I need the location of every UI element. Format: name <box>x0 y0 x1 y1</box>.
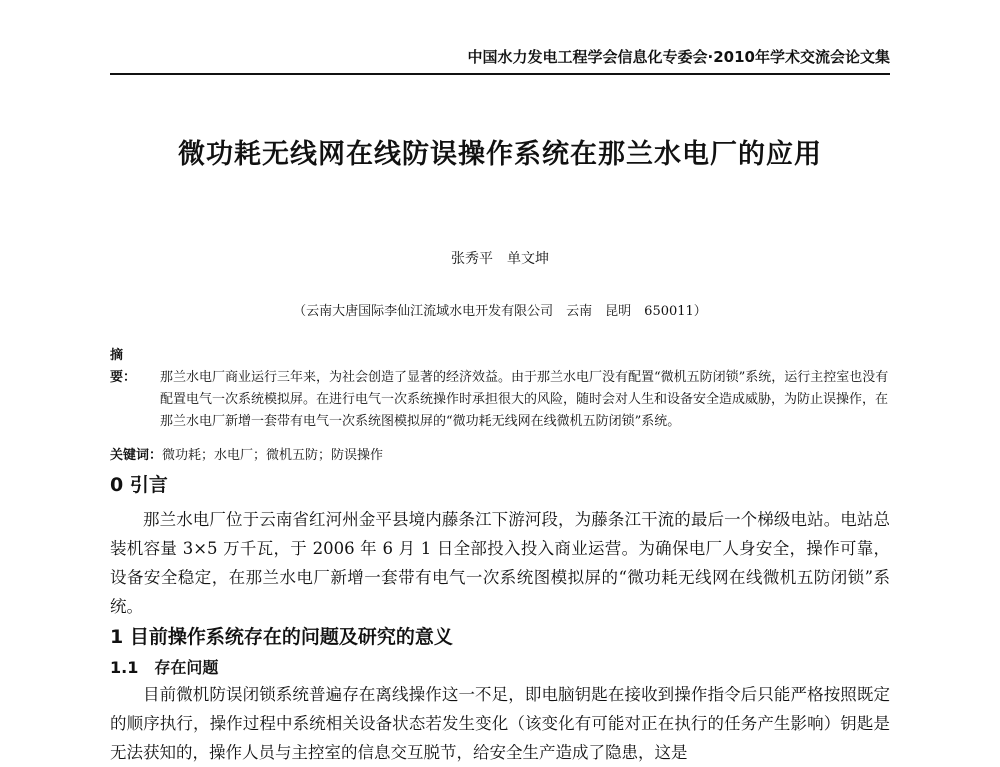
section-0-paragraph: 那兰水电厂位于云南省红河州金平县境内藤条江下游河段，为藤条江干流的最后一个梯级电站。电站总装机容量 3×5 万千瓦，于 2006 年 6 月 1 日全部投入投入商业运营。为确保电厂人身安全，操作可靠，设备安全稳定，在那兰水电厂新增一套带有电气一次系统图模拟屏的“微功耗无线网在线微机五防闭锁”系统。 <box>110 510 890 616</box>
section-1-1-paragraph: 目前微机防误闭锁系统普遍存在离线操作这一不足，即电脑钥匙在接收到操作指令后只能严格按照既定的顺序执行，操作过程中系统相关设备状态若发生变化（该变化有可能对正在执行的任务产生影响）钥匙是无法获知的，操作人员与主控室的信息交互脱节，给安全生产造成了隐患，这是 <box>110 685 890 762</box>
abstract-label: 摘 要： <box>110 348 137 385</box>
keywords <box>110 446 890 466</box>
keywords-text: 微功耗；水电厂；微机五防；防误操作 <box>162 448 384 463</box>
section-1-1-heading: 1.1 存在问题 <box>110 658 219 677</box>
abstract <box>110 345 890 433</box>
affiliation: （云南大唐国际李仙江流域水电开发有限公司 云南 昆明 650011） <box>293 304 707 319</box>
keywords-label: 关键词： <box>110 448 163 463</box>
paper-title: 微功耗无线网在线防误操作系统在那兰水电厂的应用 <box>178 139 822 170</box>
section-1-heading: 1 目前操作系统存在的问题及研究的意义 <box>110 626 453 648</box>
authors: 张秀平 单文坤 <box>451 251 549 267</box>
section-0-heading: 0 引言 <box>110 474 168 496</box>
running-header: 中国水力发电工程学会信息化专委会·2010年学术交流会论文集 <box>110 46 890 75</box>
abstract-text: 那兰水电厂商业运行三年来，为社会创造了显著的经济效益。由于那兰水电厂没有配置“微机五防闭锁”系统，运行主控室也没有配置电气一次系统模拟屏。在进行电气一次系统操作时承担很大的风险，随时会对人生和设备安全造成威胁，为防止误操作，在那兰水电厂新增一套带有电气一次系统图模拟屏的“微功耗无线网在线微机五防闭锁”系统。 <box>160 370 889 429</box>
